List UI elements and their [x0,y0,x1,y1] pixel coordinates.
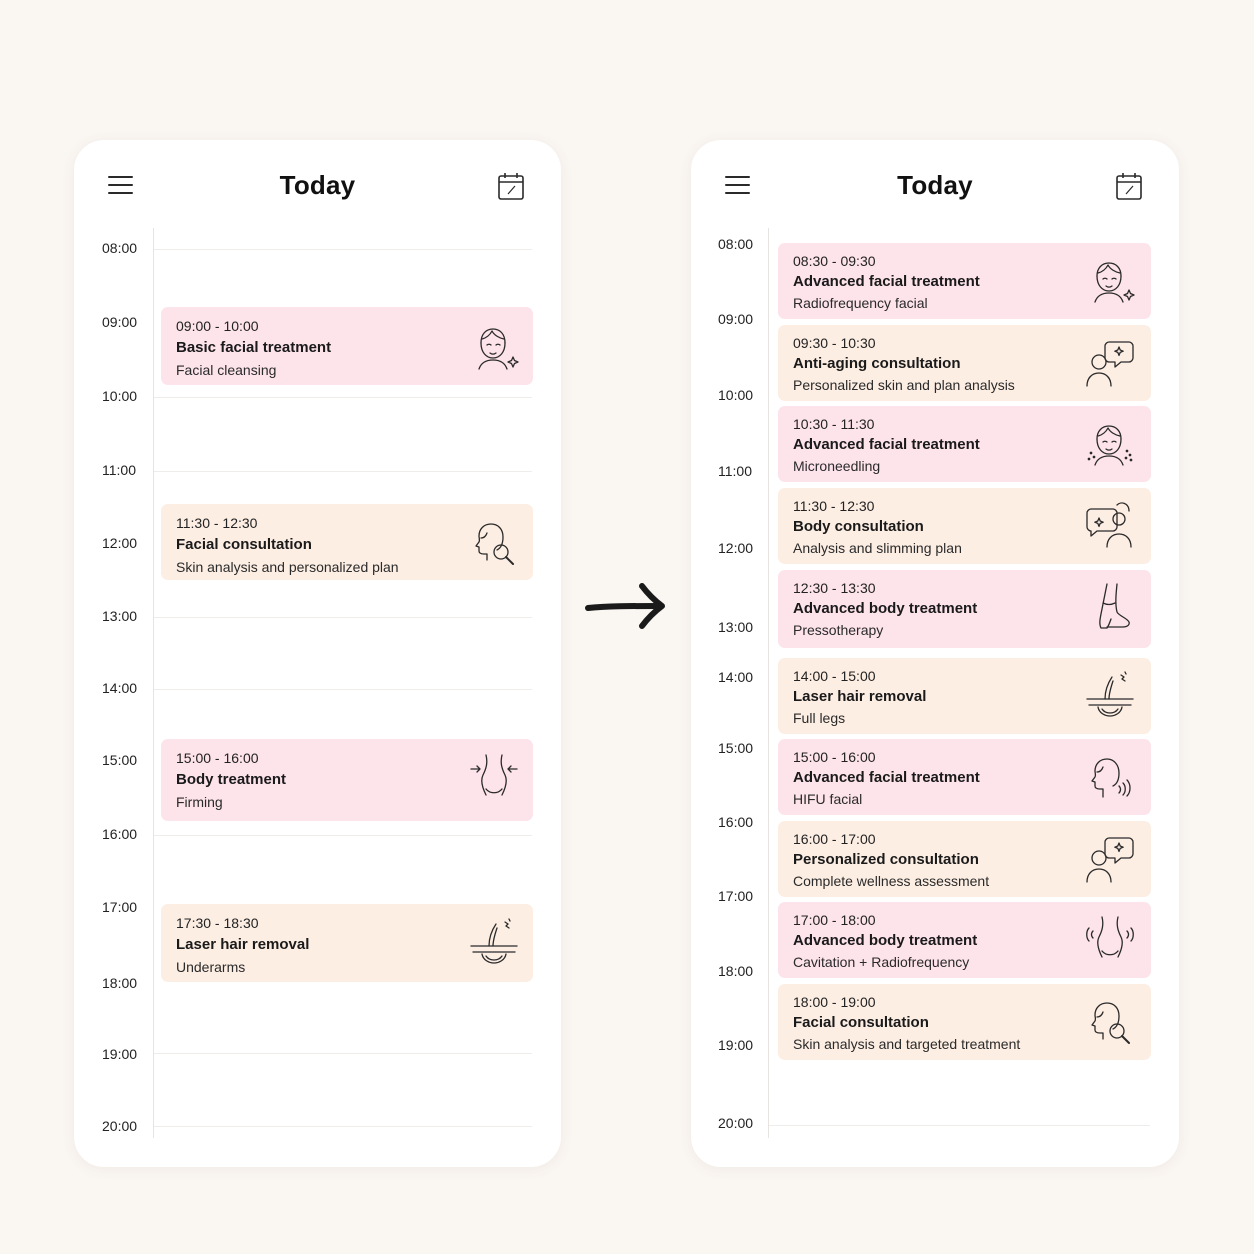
appointment-card[interactable] [778,821,1151,897]
appointment-title: Body treatment [176,771,287,788]
appointment-time: 09:30 - 10:30 [793,335,876,351]
appointment-subtitle: Skin analysis and targeted treatment [793,1036,1021,1052]
appointment-time: 15:00 - 16:00 [793,749,876,765]
appointment-subtitle: Microneedling [793,458,881,474]
calendar-icon[interactable] [497,171,525,201]
hour-label: 19:00 [102,1046,138,1062]
hour-label: 10:00 [102,388,138,404]
hour-label: 13:00 [718,619,754,635]
hour-gridline [154,1053,532,1054]
appointment-time: 11:30 - 12:30 [176,515,258,531]
hour-gridline [154,1126,532,1127]
hour-label: 11:00 [718,463,752,479]
appointment-time: 12:30 - 13:30 [793,580,876,596]
arrow-right-icon [584,580,668,634]
hour-label: 16:00 [718,814,754,830]
face-sparkle-icon [1083,254,1137,308]
appointment-card[interactable] [161,504,533,580]
leg-boot-icon [1083,581,1137,635]
appointment-time: 15:00 - 16:00 [176,750,259,766]
appointment-title: Body consultation [793,518,924,535]
hour-label: 20:00 [102,1118,138,1134]
appointment-subtitle: Underarms [176,959,246,975]
appointment-card[interactable] [161,904,533,982]
appointment-time: 17:30 - 18:30 [176,915,259,931]
hour-label: 17:00 [102,899,138,915]
appointment-title: Advanced facial treatment [793,769,980,786]
appointment-time: 16:00 - 17:00 [793,831,876,847]
appointment-card[interactable] [778,984,1151,1060]
person-chat-icon [1083,832,1137,886]
hour-gridline [769,1125,1150,1126]
schedule-before-panel [74,140,561,1167]
page-title: Today [897,170,973,200]
hour-label: 08:00 [718,236,754,252]
appointment-title: Laser hair removal [176,936,310,953]
appointment-time: 17:00 - 18:00 [793,912,876,928]
appointment-card[interactable] [778,658,1151,734]
appointment-card[interactable] [778,243,1151,319]
appointment-subtitle: Personalized skin and plan analysis [793,377,1015,393]
appointment-card[interactable] [778,488,1151,564]
hour-label: 11:00 [102,462,136,478]
hour-label: 18:00 [718,963,754,979]
hour-label: 19:00 [718,1037,754,1053]
waist-waves-icon [1083,913,1137,967]
hour-gridline [154,249,532,250]
hour-label: 08:00 [102,240,138,256]
appointment-title: Advanced body treatment [793,932,978,949]
hour-gridline [154,835,532,836]
appointment-subtitle: Analysis and slimming plan [793,540,962,556]
hour-label: 09:00 [102,314,138,330]
face-sparkle-icon [467,319,521,373]
appointment-title: Laser hair removal [793,688,927,705]
hour-label: 14:00 [718,669,754,685]
appointment-subtitle: Cavitation + Radiofrequency [793,954,970,970]
hour-label: 12:00 [718,540,754,556]
face-magnifier-icon [1083,995,1137,1049]
appointment-subtitle: HIFU facial [793,791,863,807]
hour-gridline [154,471,532,472]
appointment-title: Personalized consultation [793,851,979,868]
hour-label: 10:00 [718,387,754,403]
appointment-subtitle: Full legs [793,710,846,726]
calendar-icon[interactable] [1115,171,1143,201]
face-dots-icon [1083,417,1137,471]
hour-label: 14:00 [102,680,138,696]
appointment-title: Basic facial treatment [176,339,332,356]
appointment-card[interactable] [778,739,1151,815]
person-body-chat-icon [1083,499,1137,553]
schedule-after-panel [691,140,1179,1167]
page-title: Today [279,170,356,200]
waist-firming-icon [467,751,521,805]
appointment-subtitle: Skin analysis and personalized plan [176,559,399,575]
hair-follicle-laser-icon [467,916,521,970]
appointment-time: 18:00 - 19:00 [793,994,876,1010]
face-magnifier-icon [467,516,521,570]
hour-label: 09:00 [718,311,754,327]
appointment-subtitle: Radiofrequency facial [793,295,928,311]
appointment-title: Advanced facial treatment [793,436,980,453]
hour-gridline [154,617,532,618]
face-profile-waves-icon [1083,750,1137,804]
appointment-title: Facial consultation [793,1014,929,1031]
hour-gridline [154,689,532,690]
hair-follicle-laser-icon [1083,669,1137,723]
hour-label: 17:00 [718,888,754,904]
appointment-title: Advanced body treatment [793,600,978,617]
hour-gridline [154,397,532,398]
appointment-title: Advanced facial treatment [793,273,980,290]
appointment-time: 08:30 - 09:30 [793,253,876,269]
hour-label: 15:00 [102,752,138,768]
person-chat-icon [1083,336,1137,390]
appointment-card[interactable] [161,307,533,385]
appointment-card[interactable] [778,902,1151,978]
appointment-card[interactable] [778,325,1151,401]
appointment-subtitle: Firming [176,794,223,810]
appointment-subtitle: Complete wellness assessment [793,873,990,889]
appointment-subtitle: Pressotherapy [793,622,884,638]
appointment-time: 09:00 - 10:00 [176,318,259,334]
appointment-card[interactable] [778,406,1151,482]
appointment-title: Facial consultation [176,536,312,553]
hour-label: 12:00 [102,535,138,551]
hour-label: 16:00 [102,826,138,842]
hour-label: 15:00 [718,740,754,756]
hour-label: 13:00 [102,608,138,624]
appointment-subtitle: Facial cleansing [176,362,277,378]
appointment-time: 11:30 - 12:30 [793,498,875,514]
hour-label: 20:00 [718,1115,754,1131]
appointment-time: 14:00 - 15:00 [793,668,876,684]
appointment-card[interactable] [778,570,1151,648]
appointment-time: 10:30 - 11:30 [793,416,875,432]
appointment-card[interactable] [161,739,533,821]
hour-label: 18:00 [102,975,138,991]
appointment-title: Anti-aging consultation [793,355,961,372]
